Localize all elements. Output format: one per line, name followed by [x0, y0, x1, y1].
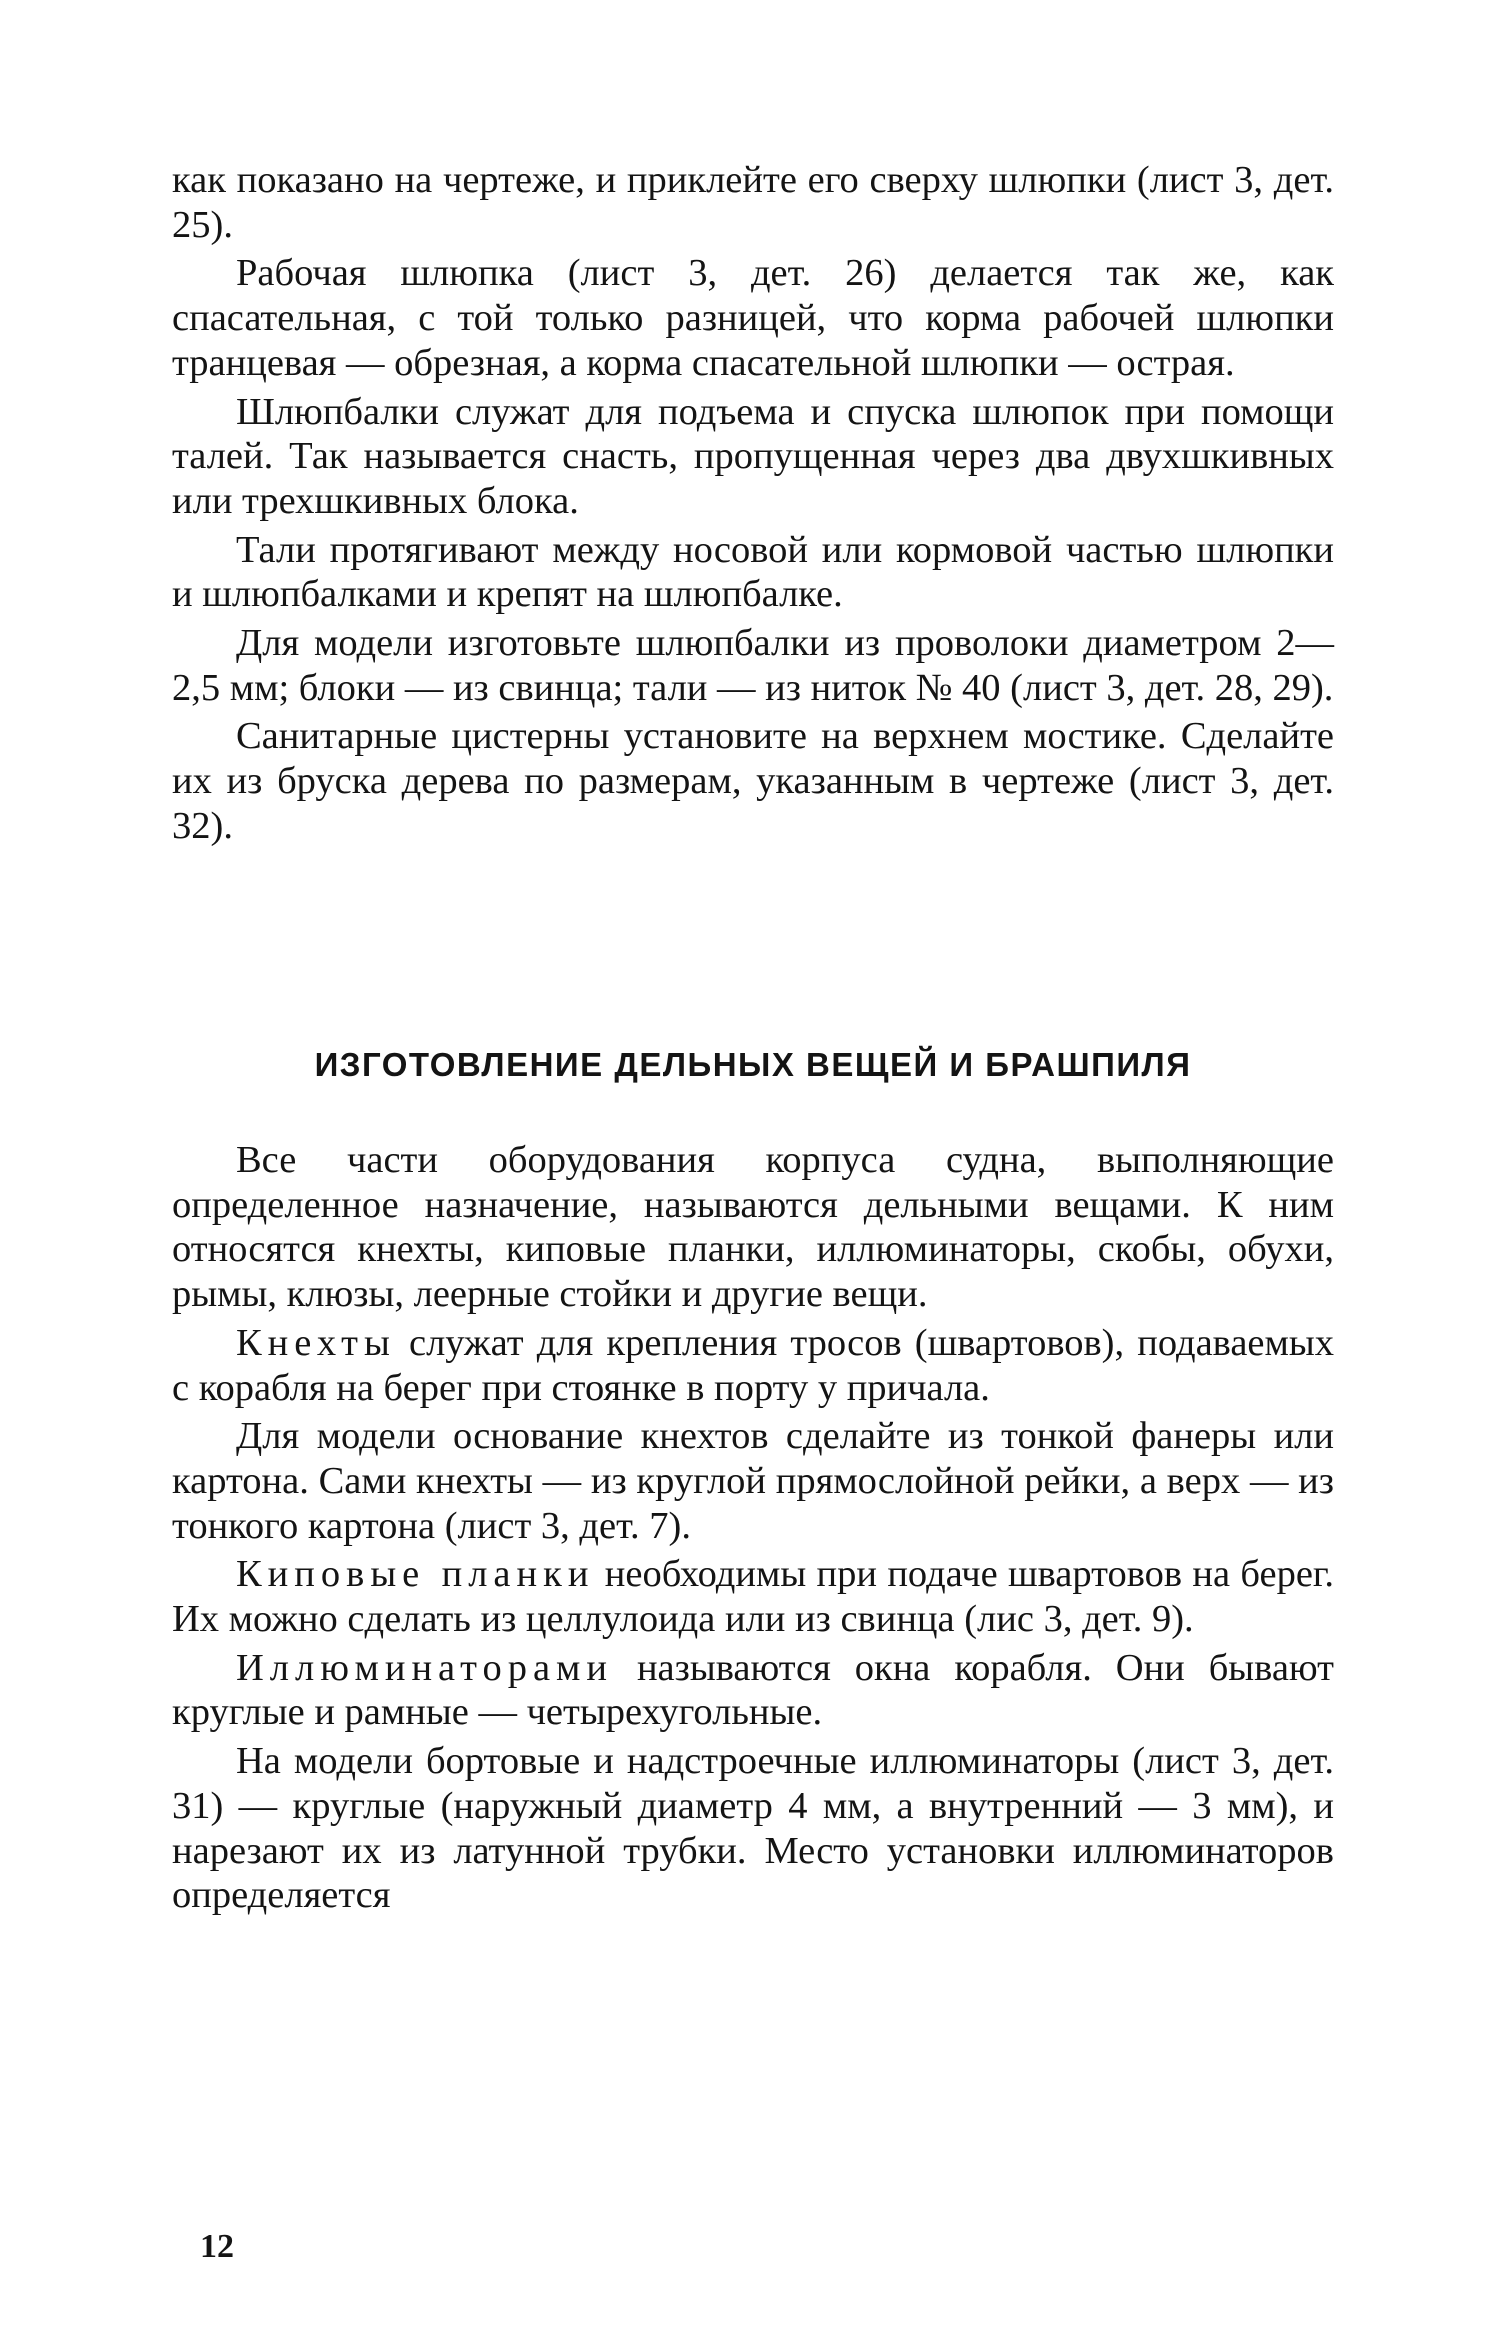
bitts-text: служат для крепления тросов (швартовов), подаваемых с корабля на берег при стоянке в порту у причала.	[172, 1321, 1334, 1409]
paragraph-portholes-model: На модели бортовые и надстроечные иллюминаторы (лист 3, дет. 31) — круглые (наружный диаметр 4 мм, а внутренний — 3 мм), и нарезают их из латунной трубки. Место установки иллюминаторов определяется	[172, 1740, 1334, 1917]
chocks-text: необходимы при подаче швартовов на берег. Их можно сделать из целлулоида или из свинца (лис 3, дет. 9).	[172, 1553, 1335, 1641]
paragraph-davits: Шлюпбалки служат для подъема и спуска шлюпок при помощи талей. Так называется снасть, пропущенная через два двухшкивных или трехшкивных блока.	[172, 390, 1334, 522]
paragraph-portholes	[172, 1646, 1334, 1735]
paragraph-fittings-intro: Все части оборудования корпуса судна, выполняющие определенное назначение, называются дельными вещами. К ним относятся кнехты, киповые планки, иллюминаторы, скобы, обухи, рымы, клюзы, леерные стойки и другие вещи.	[172, 1139, 1334, 1316]
top-text-block	[172, 158, 1334, 849]
bottom-text-block	[172, 1138, 1334, 1918]
book-page	[172, 0, 1334, 2341]
term-portholes: Иллюминаторами	[236, 1646, 614, 1689]
portholes-text: называются окна корабля. Они бывают круглые и рамные — четырехугольные.	[172, 1646, 1334, 1734]
page-number: 12	[200, 2228, 234, 2265]
term-bitts: Кнехты	[236, 1321, 396, 1364]
paragraph-tanks: Санитарные цистерны установите на верхнем мостике. Сделайте их из бруска дерева по размерам, указанным в чертеже (лист 3, дет. 32).	[172, 715, 1334, 847]
paragraph-davits-model: Для модели изготовьте шлюпбалки из проволоки диаметром 2—2,5 мм; блоки — из свинца; тали — из ниток № 40 (лист 3, дет. 28, 29).	[172, 622, 1334, 709]
paragraph-continued: как показано на чертеже, и приклейте его сверху шлюпки (лист 3, дет. 25).	[172, 159, 1334, 246]
paragraph-chocks	[172, 1552, 1334, 1641]
paragraph-tackles: Тали протягивают между носовой или кормовой частью шлюпки и шлюпбалками и крепят на шлюпбалке.	[172, 528, 1334, 616]
term-chocks: Киповые планки	[236, 1553, 595, 1596]
paragraph-bitts	[172, 1321, 1334, 1410]
paragraph-bitts-model: Для модели основание кнехтов сделайте из тонкой фанеры или картона. Сами кнехты — из круглой прямослойной рейки, а верх — из тонкого картона (лист 3, дет. 7).	[172, 1415, 1334, 1547]
section-heading: ИЗГОТОВЛЕНИЕ ДЕЛЬНЫХ ВЕЩЕЙ И БРАШПИЛЯ	[314, 1046, 1192, 1083]
paragraph-work-boat: Рабочая шлюпка (лист 3, дет. 26) делается так же, как спасательная, с той только разницей, что корма рабочей шлюпки транцевая — обрезная, а корма спасательной шлюпки — острая.	[172, 252, 1334, 384]
